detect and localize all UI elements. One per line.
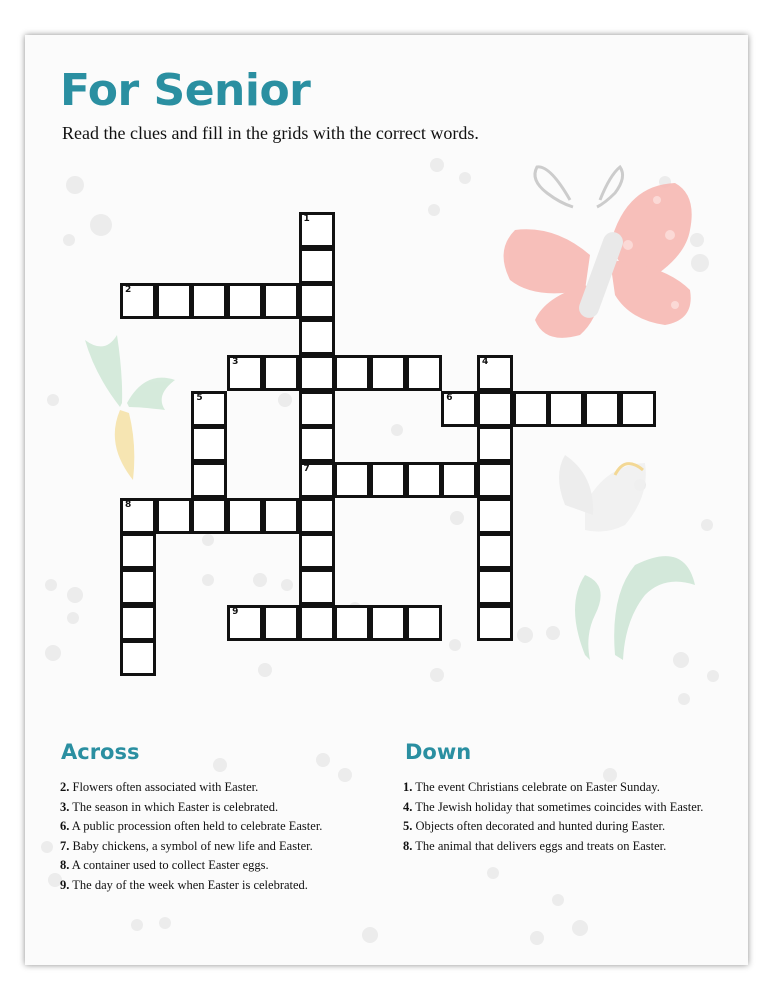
crossword-cell[interactable] — [299, 462, 335, 498]
crossword-cell[interactable] — [120, 569, 156, 605]
clue-number: 7 — [303, 463, 310, 474]
crossword-cell[interactable] — [263, 283, 299, 319]
crossword-cell[interactable] — [370, 462, 406, 498]
crossword-cell[interactable] — [120, 533, 156, 569]
crossword-cell[interactable] — [584, 391, 620, 427]
crossword-cell[interactable] — [334, 355, 370, 391]
worksheet-page — [25, 35, 748, 965]
crossword-cell[interactable] — [370, 355, 406, 391]
clue-text: The animal that delivers eggs and treats on Easter. — [412, 838, 667, 853]
crossword-cell[interactable] — [477, 605, 513, 641]
clue-number-label: 8. — [403, 838, 413, 853]
crossword-cell[interactable] — [263, 498, 299, 534]
clue-item — [60, 839, 380, 854]
crossword-cell[interactable] — [370, 605, 406, 641]
clue-number: 6 — [446, 392, 453, 403]
clue-number: 4 — [482, 356, 489, 367]
clue-number-label: 1. — [403, 780, 413, 794]
crossword-cell[interactable] — [191, 462, 227, 498]
clue-number: 2 — [125, 285, 132, 296]
crossword-cell[interactable] — [477, 462, 513, 498]
crossword-cell[interactable] — [120, 283, 156, 319]
crossword-cell[interactable] — [227, 283, 263, 319]
clue-number-label: 2. — [60, 780, 70, 794]
clue-number-label: 5. — [403, 819, 413, 834]
crossword-cell[interactable] — [191, 283, 227, 319]
crossword-cell[interactable] — [299, 283, 335, 319]
crossword-cell[interactable] — [477, 426, 513, 462]
crossword-cell[interactable] — [620, 391, 656, 427]
crossword-cell[interactable] — [263, 605, 299, 641]
crossword-cell[interactable] — [227, 498, 263, 534]
crossword-cell[interactable] — [156, 498, 192, 534]
crossword-cell[interactable] — [334, 605, 370, 641]
crossword-cell[interactable] — [227, 355, 263, 391]
crossword-cell[interactable] — [299, 605, 335, 641]
carrot-illustration — [85, 335, 175, 480]
clue-item — [403, 800, 713, 815]
clue-item — [60, 800, 380, 815]
clue-text: Flowers often associated with Easter. — [69, 780, 259, 794]
instructions-text: Read the clues and fill in the grids with the correct words. — [62, 123, 479, 143]
clue-number-label: 8. — [60, 858, 70, 873]
crossword-cell[interactable] — [299, 426, 335, 462]
clue-number: 1 — [303, 214, 310, 224]
clue-number-label: 7. — [60, 838, 70, 853]
crossword-cell[interactable] — [191, 498, 227, 534]
clue-item — [403, 819, 713, 834]
crossword-cell[interactable] — [191, 426, 227, 462]
crossword-cell[interactable] — [299, 319, 335, 355]
clue-item — [60, 780, 380, 795]
clue-text: The day of the week when Easter is celebrated. — [69, 877, 308, 892]
crossword-cell[interactable] — [263, 355, 299, 391]
crossword-cell[interactable] — [477, 569, 513, 605]
crossword-cell[interactable] — [120, 640, 156, 676]
clue-number-label: 4. — [403, 799, 413, 814]
crossword-cell[interactable] — [191, 391, 227, 427]
crossword-cell[interactable] — [299, 569, 335, 605]
clue-number-label: 6. — [60, 819, 70, 834]
lily-illustration — [559, 455, 695, 660]
crossword-cell[interactable] — [156, 283, 192, 319]
crossword-cell[interactable] — [441, 462, 477, 498]
crossword-cell[interactable] — [477, 391, 513, 427]
clue-text: The Jewish holiday that sometimes coincides with Easter. — [412, 799, 704, 814]
crossword-cell[interactable] — [299, 533, 335, 569]
crossword-cell[interactable] — [548, 391, 584, 427]
crossword-cell[interactable] — [227, 605, 263, 641]
crossword-cell[interactable] — [299, 355, 335, 391]
clue-item — [60, 858, 380, 873]
crossword-cell[interactable] — [299, 391, 335, 427]
across-heading: Across — [61, 740, 140, 764]
down-clue-list — [403, 780, 713, 858]
crossword-cell[interactable] — [477, 498, 513, 534]
crossword-cell[interactable] — [299, 212, 335, 248]
crossword-cell[interactable] — [299, 248, 335, 284]
crossword-cell[interactable] — [120, 605, 156, 641]
crossword-cell[interactable] — [120, 498, 156, 534]
clue-number-label: 3. — [60, 799, 70, 814]
clue-number: 5 — [196, 392, 203, 403]
butterfly-illustration — [504, 167, 692, 338]
crossword-cell[interactable] — [477, 355, 513, 391]
clue-text: Objects often decorated and hunted during Easter. — [412, 819, 666, 834]
clue-item — [60, 819, 380, 834]
clue-text: The season in which Easter is celebrated. — [69, 799, 279, 814]
clue-text: Baby chickens, a symbol of new life and Easter. — [69, 838, 313, 853]
clue-number: 3 — [232, 356, 239, 367]
clue-number: 8 — [125, 499, 132, 510]
clue-text: The event Christians celebrate on Easter Sunday. — [412, 780, 660, 794]
crossword-cell[interactable] — [513, 391, 549, 427]
crossword-cell[interactable] — [406, 355, 442, 391]
clue-number: 9 — [232, 606, 239, 617]
crossword-cell[interactable] — [406, 605, 442, 641]
clue-number-label: 9. — [60, 877, 70, 892]
crossword-cell[interactable] — [406, 462, 442, 498]
clue-item — [60, 878, 380, 893]
clue-item — [403, 839, 713, 854]
down-heading: Down — [405, 740, 472, 764]
crossword-cell[interactable] — [441, 391, 477, 427]
clue-text: A public procession often held to celebrate Easter. — [69, 819, 323, 834]
crossword-cell[interactable] — [477, 533, 513, 569]
across-clue-list — [60, 780, 380, 898]
page-title: For Senior — [60, 65, 311, 116]
clue-text: A container used to collect Easter eggs. — [69, 858, 269, 873]
clue-item — [403, 780, 713, 795]
crossword-cell[interactable] — [334, 462, 370, 498]
crossword-cell[interactable] — [299, 498, 335, 534]
